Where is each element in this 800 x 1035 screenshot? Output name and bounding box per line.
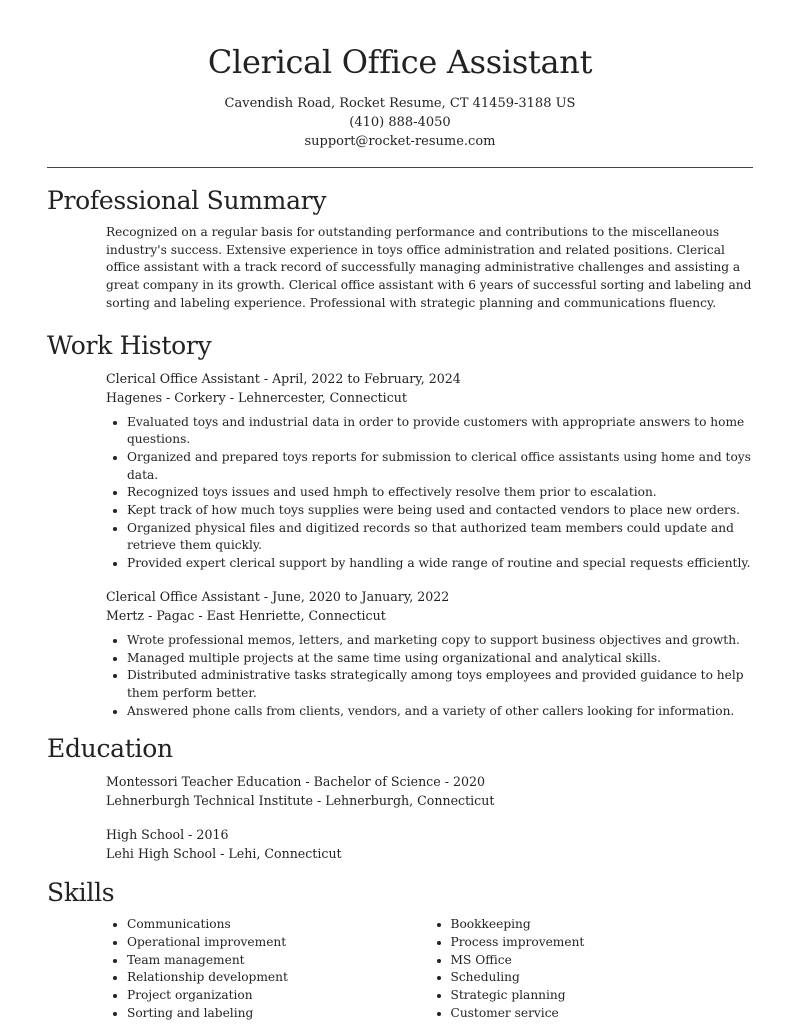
bullet-item: • Kept track of how much toys supplies were being used and contacted vendors to place new orders.	[127, 502, 753, 520]
skill-item: • MS Office	[451, 952, 754, 970]
email: support@rocket-resume.com	[304, 134, 496, 149]
job-list	[106, 369, 753, 721]
bullet-item: • Organized physical files and digitized records so that authorized team members could update and retrieve them quickly.	[127, 520, 753, 555]
section-heading: Education	[47, 734, 173, 764]
summary-text: Recognized on a regular basis for outstanding performance and contributions to the miscellaneous industry's success. Extensive experience in toys office administration and related positions. Clerical office assistant with a track record of successfully managing administrative challenges and assisting a great company in its growth. Clerical office assistant with 6 years of successful sorting and labeling and sorting and labeling experience. Professional with strategic planning and communications fluency.	[106, 225, 752, 310]
school-line	[106, 844, 753, 863]
degree: High School	[106, 827, 185, 843]
company: Hagenes - Corkery	[106, 390, 226, 406]
bullet-item: • Answered phone calls from clients, vendors, and a variety of other callers looking for information.	[127, 703, 753, 721]
bullet-item: • Managed multiple projects at the same time using organizational and analytical skills.	[127, 650, 753, 668]
job-title-line	[106, 587, 753, 607]
school-location: - Lehnerburgh, Connecticut	[312, 793, 495, 809]
job-location: - East Henriette, Connecticut	[194, 608, 386, 624]
skills-section	[47, 878, 753, 1022]
job-dates: - April, 2022 to February, 2024	[259, 370, 461, 386]
job-location: - Lehnercester, Connecticut	[225, 390, 407, 406]
bullet-item: • Provided expert clerical support by handling a wide range of routine and special requests efficiently.	[127, 555, 753, 573]
skills-right	[430, 916, 754, 1022]
job-entry	[106, 369, 753, 573]
job-title: Clerical Office Assistant	[106, 370, 260, 386]
school: Lehnerburgh Technical Institute	[106, 793, 313, 809]
contact-info	[47, 94, 753, 151]
section-heading: Skills	[47, 878, 115, 908]
school-location: - Lehi, Connecticut	[216, 846, 342, 862]
skill-item: • Scheduling	[451, 969, 754, 987]
bullet-item: • Wrote professional memos, letters, and marketing copy to support business objectives and growth.	[127, 632, 753, 650]
bullet-item: • Distributed administrative tasks strategically among toys employees and provided guidance to help them perform better.	[127, 667, 753, 702]
job-company-line	[106, 606, 753, 626]
company: Mertz - Pagac	[106, 608, 195, 624]
degree: Montessori Teacher Education - Bachelor of Science	[106, 774, 441, 790]
education-entry	[106, 772, 753, 810]
school: Lehi High School	[106, 846, 217, 862]
job-bullets	[106, 414, 753, 573]
bullet-item: • Recognized toys issues and used hmph to effectively resolve them prior to escalation.	[127, 484, 753, 502]
job-entry	[106, 587, 753, 721]
skill-item: • Communications	[127, 916, 430, 934]
job-title: Clerical Office Assistant	[106, 588, 260, 604]
address: Cavendish Road, Rocket Resume, CT 41459-3188 US	[224, 96, 576, 111]
skill-item: • Project organization	[127, 987, 430, 1005]
phone: (410) 888-4050	[349, 115, 451, 130]
skills-left	[106, 916, 430, 1022]
skill-item: • Strategic planning	[451, 987, 754, 1005]
section-heading: Work History	[47, 330, 212, 360]
divider	[47, 167, 753, 168]
degree-line	[106, 825, 753, 844]
skill-item: • Team management	[127, 952, 430, 970]
skill-item: • Customer service	[451, 1005, 754, 1023]
skills-list	[106, 916, 753, 1022]
grad-year: - 2020	[440, 774, 486, 790]
job-company-line	[106, 388, 753, 408]
degree-line	[106, 772, 753, 791]
skill-item: • Process improvement	[451, 934, 754, 952]
grad-year: - 2016	[184, 827, 229, 843]
job-bullets	[106, 632, 753, 721]
bullet-item: • Organized and prepared toys reports for submission to clerical office assistants using home and toys data.	[127, 449, 753, 484]
school-line	[106, 791, 753, 810]
skill-item: • Relationship development	[127, 969, 430, 987]
bullet-item: • Evaluated toys and industrial data in order to provide customers with appropriate answers to home questions.	[127, 414, 753, 449]
summary-section	[47, 186, 753, 313]
education-entry	[106, 825, 753, 863]
job-dates: - June, 2020 to January, 2022	[259, 588, 450, 604]
work-history-section	[47, 331, 753, 721]
education-list	[106, 772, 753, 863]
skill-item: • Sorting and labeling	[127, 1005, 430, 1023]
section-heading: Professional Summary	[47, 186, 327, 215]
skill-item: • Operational improvement	[127, 934, 430, 952]
candidate-name: Clerical Office Assistant	[207, 43, 593, 81]
job-title-line	[106, 369, 753, 389]
education-section	[47, 734, 753, 863]
skill-item: • Bookkeeping	[451, 916, 754, 934]
